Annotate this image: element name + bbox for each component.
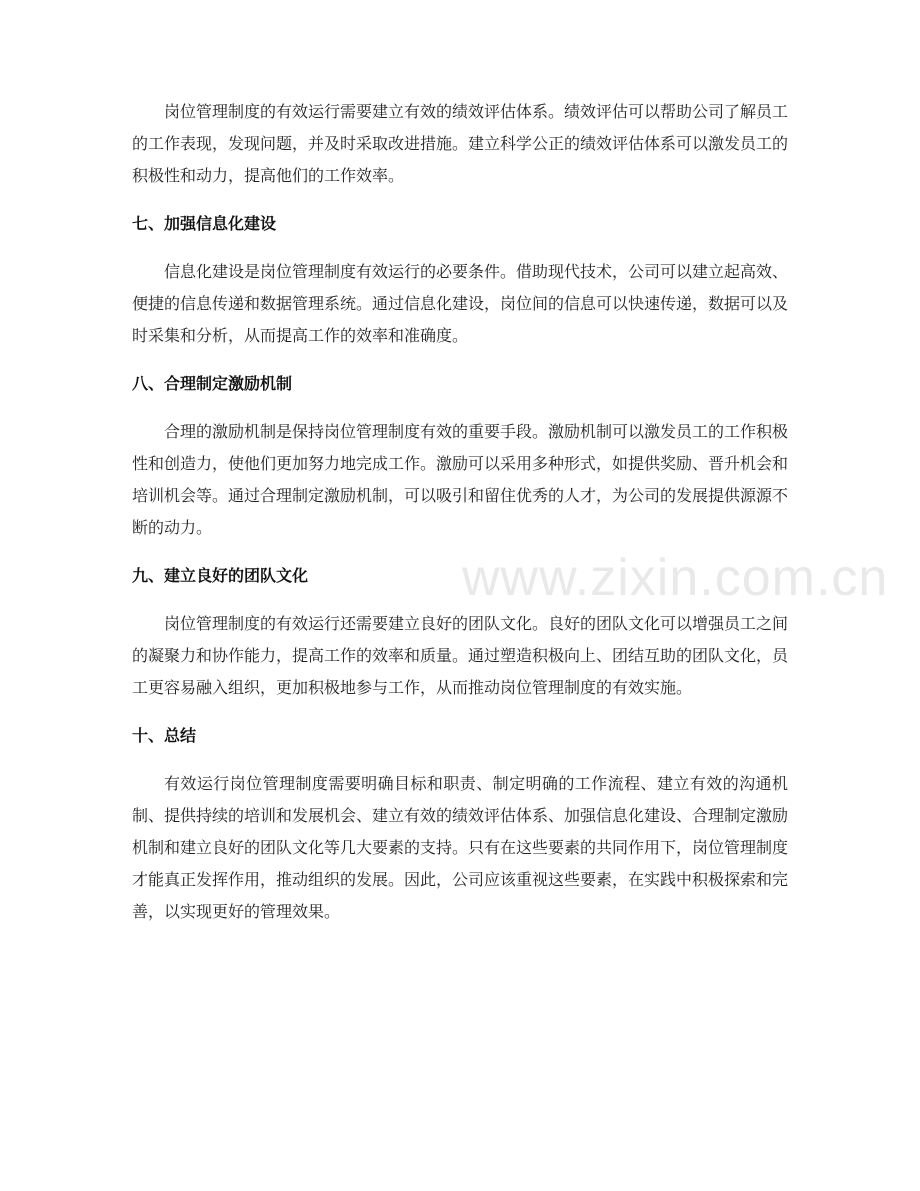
heading-incentive-mechanism: 八、合理制定激励机制 — [132, 374, 293, 393]
heading-summary: 十、总结 — [132, 726, 197, 745]
paragraph-performance-evaluation: 岗位管理制度的有效运行需要建立有效的绩效评估体系。绩效评估可以帮助公司了解员工的工作表现，发现问题，并及时采取改进措施。建立科学公正的绩效评估体系可以激发员工的积极性和动力，提高他们的工作效率。 — [132, 102, 789, 185]
watermark: www.zixin.com.cn — [462, 549, 889, 607]
paragraph-summary: 有效运行岗位管理制度需要明确目标和职责、制定明确的工作流程、建立有效的沟通机制、提供持续的培训和发展机会、建立有效的绩效评估体系、加强信息化建设、合理制定激励机制和建立良好的团队文化等几大要素的支持。只有在这些要素的共同作用下，岗位管理制度才能真正发挥作用，推动组织的发展。因此，公司应该重视这些要素，在实践中积极探索和完善，以实现更好的管理效果。 — [132, 774, 789, 921]
document-page — [132, 96, 788, 928]
heading-team-culture: 九、建立良好的团队文化 — [132, 566, 309, 585]
paragraph-team-culture: 岗位管理制度的有效运行还需要建立良好的团队文化。良好的团队文化可以增强员工之间的凝聚力和协作能力，提高工作的效率和质量。通过塑造积极向上、团结互助的团队文化，员工更容易融入组织，更加积极地参与工作，从而推动岗位管理制度的有效实施。 — [132, 614, 789, 697]
heading-informatization: 七、加强信息化建设 — [132, 214, 277, 233]
paragraph-informatization: 信息化建设是岗位管理制度有效运行的必要条件。借助现代技术，公司可以建立起高效、便捷的信息传递和数据管理系统。通过信息化建设，岗位间的信息可以快速传递，数据可以及时采集和分析，从而提高工作的效率和准确度。 — [132, 262, 789, 345]
paragraph-incentive-mechanism: 合理的激励机制是保持岗位管理制度有效的重要手段。激励机制可以激发员工的工作积极性和创造力，使他们更加努力地完成工作。激励可以采用多种形式，如提供奖励、晋升机会和培训机会等。通过合理制定激励机制，可以吸引和留住优秀的人才，为公司的发展提供源源不断的动力。 — [132, 422, 789, 537]
